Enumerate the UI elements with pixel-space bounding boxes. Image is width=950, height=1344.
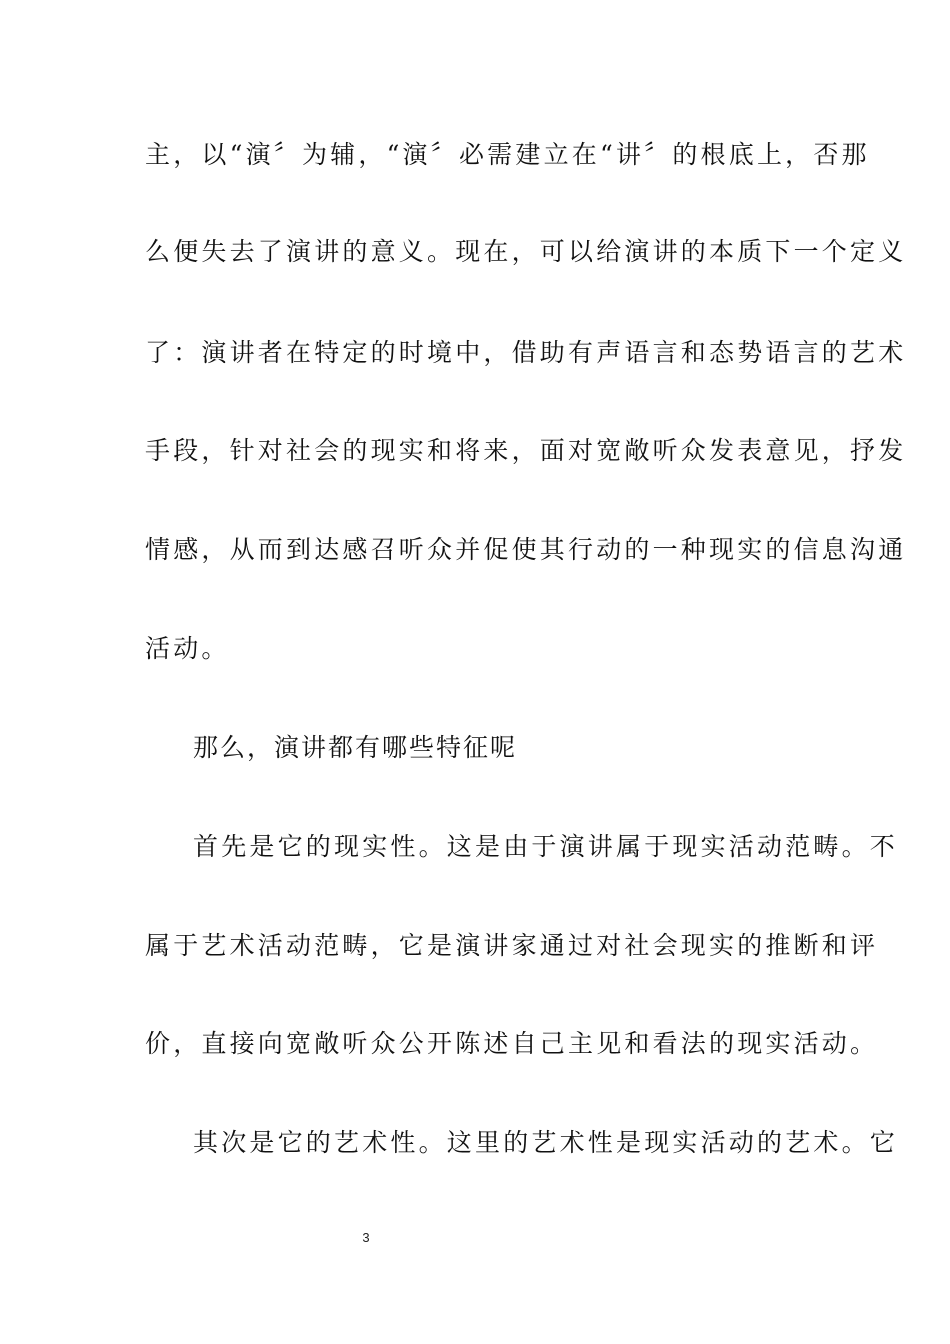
text-line-10: 价，直接向宽敞听众公开陈述自己主见和看法的现实活动。 [145,1029,879,1058]
text-line-1: 主，以“演〞为辅，“演〞必需建立在“讲〞的根底上，否那 [145,140,870,169]
paragraph-start-line-2: 其次是它的艺术性。这里的艺术性是现实活动的艺术。它 [193,1128,899,1157]
text-line-4: 手段，针对社会的现实和将来，面对宽敞听众发表意见，抒发 [145,436,907,465]
page-number: 3 [362,1230,370,1245]
paragraph-start-line-1: 首先是它的现实性。这是由于演讲属于现实活动范畴。不 [193,832,899,861]
text-line-6: 活动。 [145,634,230,663]
text-line-3: 了：演讲者在特定的时境中，借助有声语言和态势语言的艺术 [145,338,907,367]
subheading-line: 那么，演讲都有哪些特征呢 [193,733,518,762]
text-line-9: 属于艺术活动范畴，它是演讲家通过对社会现实的推断和评 [145,931,879,960]
text-line-2: 么便失去了演讲的意义。现在，可以给演讲的本质下一个定义 [145,237,907,266]
text-line-5: 情感，从而到达感召听众并促使其行动的一种现实的信息沟通 [145,535,907,564]
